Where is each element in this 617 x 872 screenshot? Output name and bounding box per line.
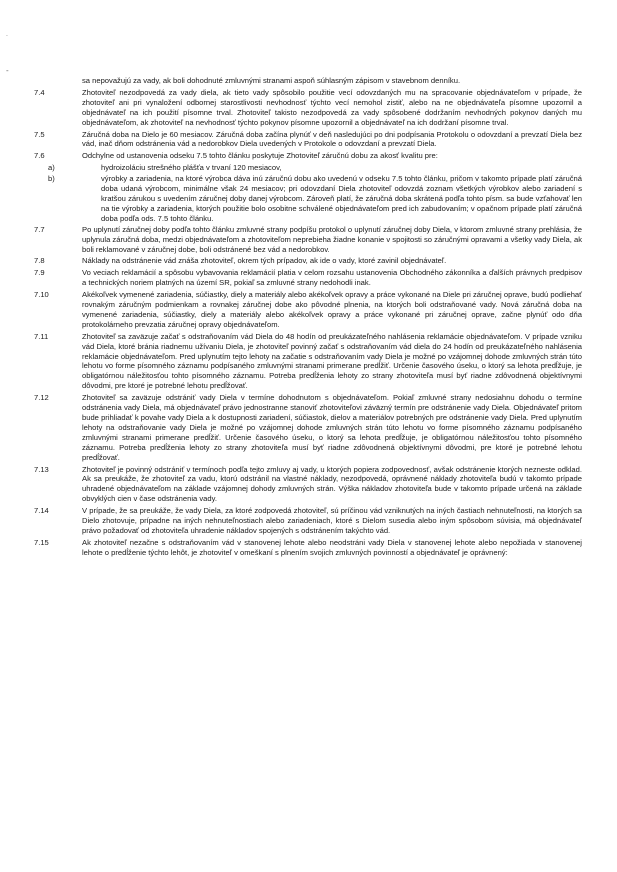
clause-text: Ak zhotoviteľ nezačne s odstraňovaním vád v stanovenej lehote alebo neodstráni vady Diela v stanovenej lehote alebo nepožiada v stanovenej lehote o predĺženie týchto lehôt, je zhotoviteľ v omeškaní s plnením svojich zmluvných povinností a objednávateľ je oprávnený: (82, 537, 582, 557)
clause-7-5 (34, 130, 582, 150)
clause-text: Vo veciach reklamácií a spôsobu vybavovania reklamácií platia v celom rozsahu ustanovenia Obchodného zákonníka a ďalších právnych predpisov a technických noriem platných na území SR, pokiaľ sa zmluvné strany nedohodli inak. (82, 268, 582, 288)
clause-number: 7.8 (34, 256, 45, 266)
clause-7-9 (34, 268, 582, 288)
intro-paragraph (34, 76, 582, 86)
clause-text: Po uplynutí záručnej doby podľa tohto článku zmluvné strany podpíšu protokol o uplynutí záručnej doby Diela, v ktorom zmluvné strany prehlásia, že uplynula záručná doba, medzi objednávateľom a zhotoviteľom neprebieha žiadne konanie v spojitosti so záručnými opravami a všetky vady Diela, ak boli reklamované v záručnej dobe, boli odstránené bez vád a nedorobkov. (82, 224, 582, 254)
subitem-text: výrobky a zariadenia, na ktoré výrobca dáva inú záručnú dobu ako uvedenú v odseku 7.5 tohto článku, pričom v takomto prípade platí záručná doba udaná výrobcom, minimálne však 24 mesiacov; pri odovzdaní Diela zhotoviteľ odovzdá zoznam všetkých výrobkov alebo zariadení s kratšou zárukou s uvedením záručnej doby danej výrobcom. Zároveň platí, že záručná doba skrátená podľa tohto písm. sa bude vzťahovať len na tie výrobky a zariadenia, ktorých použitie bolo osobitne schválené objednávateľom pred ich zabudovaním; v opačnom prípade platí záručná doba podľa ods. 7.5 tohto článku. (101, 174, 582, 223)
clause-text: Zhotoviteľ je povinný odstrániť v termínoch podľa tejto zmluvy aj vady, u ktorých popiera zodpovednosť, avšak odstránenie ktorých nezneste odklad. Ak sa preukáže, že zhotoviteľ za vadu, ktorú odstránil na vlastné náklady, nezodpovedá, oprávnené náklady zhotoviteľa budú v takomto prípade uhradené objednávateľom na základe vzájomnej dohody zmluvných strán. Výška nákladov zhotoviteľa bude v takomto prípade určená na základe obvyklých cien v čase odstránenia vady. (82, 464, 582, 504)
clause-number: 7.10 (34, 290, 49, 300)
clause-text: Záručná doba na Dielo je 60 mesiacov. Záručná doba začína plynúť v deň nasledujúci po dni podpísania Protokolu o odovzdaní a prevzatí Diela bez vád, inač dňom odstránenia vád a nedorobkov Diela uvedených v Protokole o odovzdaní a prevzatí Diela. (82, 129, 582, 149)
document-body (34, 76, 582, 560)
clause-number: 7.15 (34, 537, 49, 547)
subitem-b (34, 174, 582, 224)
clause-text: Akékoľvek vymenené zariadenia, súčiastky, diely a materiály alebo akékoľvek opravy a práce vykonané na Diele pri záručnej oprave, budú podliehať rovnakým záručným podmienkam a rovnakej záručnej dobe ako pôvodné plnenia, na ktorých boli odstraňované vady. Nová záručná doba na vymenené zariadenia, súčiastky, diely a materiály alebo akékoľvek opravy a práce vykonané pri záručnej oprave, začne plynúť odo dňa protokolárneho prevzatia záručnej opravy objednávateľom. (82, 290, 582, 329)
clause-number: 7.9 (34, 268, 45, 278)
scan-mark: - (6, 66, 9, 75)
clause-number: 7.5 (34, 129, 45, 139)
subitem-text: hydroizoláciu strešného plášťa v trvaní 120 mesiacov, (101, 163, 282, 173)
clause-7-4 (34, 88, 582, 128)
clause-7-15 (34, 538, 582, 558)
clause-text: Zhotoviteľ nezodpovedá za vady diela, ak tieto vady spôsobilo použitie vecí odovzdaných mu na spracovanie objednávateľom v prípade, že zhotoviteľ ani pri vynaložení odbornej starostlivosti nevhodnosť týchto vecí nemohol zistiť, alebo na ne objednávateľa písomne upozornil a objednávateľ na ich použití písomne trval. Zhotoviteľ takisto nezodpovedá za vady spôsobené dodržaním nevhodných pokynov daných mu objednávateľom, ak zhotoviteľ na nevhodnosť týchto pokynov písomne upozornil a objednávateľ na ich dodržaní písomne trval. (82, 87, 582, 127)
clause-7-8 (34, 256, 582, 266)
clause-number: 7.14 (34, 506, 49, 516)
clause-7-7 (34, 225, 582, 255)
clause-number: 7.4 (34, 87, 45, 97)
intro-text: sa nepovažujú za vady, ak boli dohodnuté zmluvnými stranami aspoň súhlasným zápisom v stavebnom denníku. (82, 76, 461, 85)
clause-7-14 (34, 506, 582, 536)
clause-text: Náklady na odstránenie vád znáša zhotoviteľ, okrem tých prípadov, ak ide o vady, ktoré zavinil objednávateľ. (82, 256, 447, 266)
subitem-a (34, 163, 582, 173)
clause-number: 7.13 (34, 464, 49, 474)
subitem-label: a) (48, 163, 55, 173)
clause-7-6 (34, 151, 582, 161)
scan-mark: ˙ (6, 34, 9, 43)
clause-text: Odchylne od ustanovenia odseku 7.5 tohto článku poskytuje Zhotoviteľ záručnú dobu za akosť kvalitu pre: (82, 151, 438, 161)
clause-7-11 (34, 332, 582, 391)
clause-7-12 (34, 393, 582, 462)
clause-number: 7.7 (34, 224, 45, 234)
clause-text: V prípade, že sa preukáže, že vady Diela, za ktoré zodpovedá zhotoviteľ, sú príčinou vád vzniknutých na iných častiach nehnuteľnosti, na ktorých sa Dielo zhotovuje, prípadne na iných nehnuteľnostiach alebo zariadeniach, ktoré s Dielom susedia alebo iným spôsobom súvisia, má objednávateľ právo požadovať od zhotoviteľa uhradenie nákladov spojených s odstránením takýchto vád. (82, 506, 582, 535)
clause-number: 7.12 (34, 393, 49, 403)
clause-7-13 (34, 465, 582, 505)
clause-text: Zhotoviteľ sa zaväzuje začať s odstraňovaním vád Diela do 48 hodín od preukázateľného nahlásenia reklamácie objednávateľom. V prípade vzniku vád Diela, ktoré bránia riadnemu užívaniu Diela, je zhotoviteľ povinný začať s odstraňovaním vád diela do 24 hodín od preukázateľného nahlásenia reklamácie objednávateľom. Pred uplynutím tejto lehoty na začatie s odstraňovaním vady Diela je možné po vzájomnej dohode zmluvných strán túto lehotu vo forme písomného záznamu podpísaného zmluvnými stranami primerane predĺžiť. Určenie časového úseku, o ktorý sa lehota predĺžuje, je obligatórnou náležitosťou tohto písomného záznamu. Potreba predĺženia lehoty zo strany zhotoviteľa musí byť riadne zdôvodnená objektívnymi dôvodmi, pre ktoré je potrebné lehotu predĺžovať. (82, 331, 582, 391)
clause-7-10 (34, 290, 582, 330)
subitem-label: b) (48, 174, 55, 184)
clause-number: 7.11 (34, 331, 49, 341)
clause-text: Zhotoviteľ sa zaväzuje odstrániť vady Diela v termíne dohodnutom s objednávateľom. Pokiaľ zmluvné strany nedosiahnu dohodu o termíne odstránenia vady Diela, má objednávateľ právo jednostranne stanoviť zhotoviteľovi záväzný termín pre odstránenie vady Diela. Objednávateľ pritom bude prihliadať k povahe vady Diela a k dostupnosti zariadení, súčiastok, dielov a materiálov potrebných pre odstránenie vady Diela. Pred uplynutím lehoty na odstraňovanie vady Diela je možné po vzájomnej dohode zmluvných strán túto lehotu vo forme písomného záznamu podpísaného zmluvnými stranami primerane predĺžiť. Určenie časového úseku, o ktorý sa lehota predĺžuje, je obligatórnou náležitosťou tohto písomného záznamu. Potreba predĺženia lehoty zo strany zhotoviteľa musí byť riadne zdôvodnená objektívnymi dôvodmi, pre ktoré je potrebné lehotu predĺžovať. (82, 393, 582, 462)
clause-number: 7.6 (34, 151, 45, 161)
